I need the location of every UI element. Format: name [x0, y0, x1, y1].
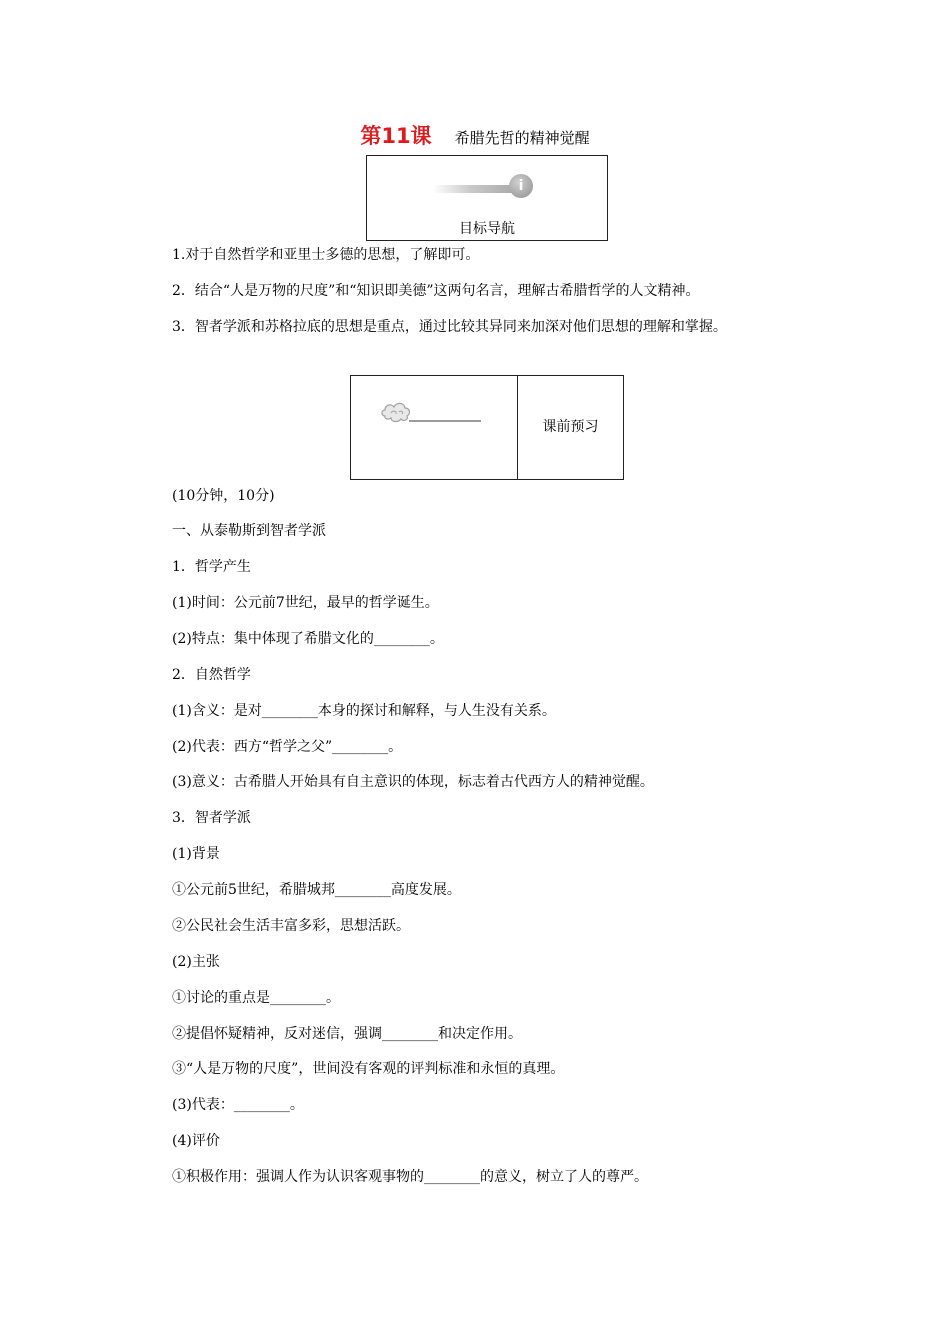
- content-line: (2)代表：西方“哲学之父”________。: [172, 739, 403, 755]
- goal-item: 3．智者学派和苏格拉底的思想是重点，通过比较其异同来加深对他们思想的理解和掌握。: [172, 319, 727, 335]
- content-line: ①公元前5世纪，希腊城邦________高度发展。: [172, 882, 461, 898]
- content-line: ②提倡怀疑精神，反对迷信，强调________和决定作用。: [172, 1026, 522, 1042]
- content-line: (1)含义：是对________本身的探讨和解释，与人生没有关系。: [172, 703, 556, 719]
- lesson-title: [0, 120, 950, 150]
- content-line: (3)代表：________。: [172, 1097, 304, 1113]
- goal-item: 1.对于自然哲学和亚里士多德的思想，了解即可。: [172, 247, 480, 263]
- content-line: ②公民社会生活丰富多彩，思想活跃。: [172, 918, 410, 934]
- preview-line-decoration: [409, 420, 481, 422]
- content-line: (3)意义：古希腊人开始具有自主意识的体现，标志着古代西方人的精神觉醒。: [172, 774, 654, 790]
- content-line: ①讨论的重点是________。: [172, 990, 340, 1006]
- content-line: ①积极作用：强调人作为认识客观事物的________的意义，树立了人的尊严。: [172, 1169, 648, 1185]
- content-line: (2)主张: [172, 954, 220, 970]
- content-line: (4)评价: [172, 1133, 220, 1149]
- cloud-icon: [379, 398, 413, 428]
- lesson-number: 第11课: [360, 124, 432, 148]
- info-icon: i: [509, 174, 533, 198]
- content-line: 2．自然哲学: [172, 667, 251, 683]
- content-line: (2)特点：集中体现了希腊文化的________。: [172, 631, 444, 647]
- preview-section-box: [350, 375, 624, 480]
- content-line: (1)时间：公元前7世纪，最早的哲学诞生。: [172, 595, 439, 611]
- lesson-name: 希腊先哲的精神觉醒: [454, 129, 590, 147]
- goal-navigation-label: 目标导航: [459, 221, 515, 237]
- preview-label: 课前预习: [542, 419, 599, 435]
- content-line: (10分钟，10分): [172, 488, 275, 504]
- content-line: 1．哲学产生: [172, 559, 251, 575]
- goal-bar-decoration: [433, 185, 517, 193]
- section-heading: 一、从泰勒斯到智者学派: [172, 523, 326, 539]
- content-line: (1)背景: [172, 846, 220, 862]
- content-line: 3．智者学派: [172, 810, 251, 826]
- goal-item: 2．结合“人是万物的尺度”和“知识即美德”这两句名言，理解古希腊哲学的人文精神。: [172, 283, 700, 299]
- content-line: ③“人是万物的尺度”，世间没有客观的评判标准和永恒的真理。: [172, 1061, 565, 1077]
- goal-navigation-box: [366, 155, 608, 241]
